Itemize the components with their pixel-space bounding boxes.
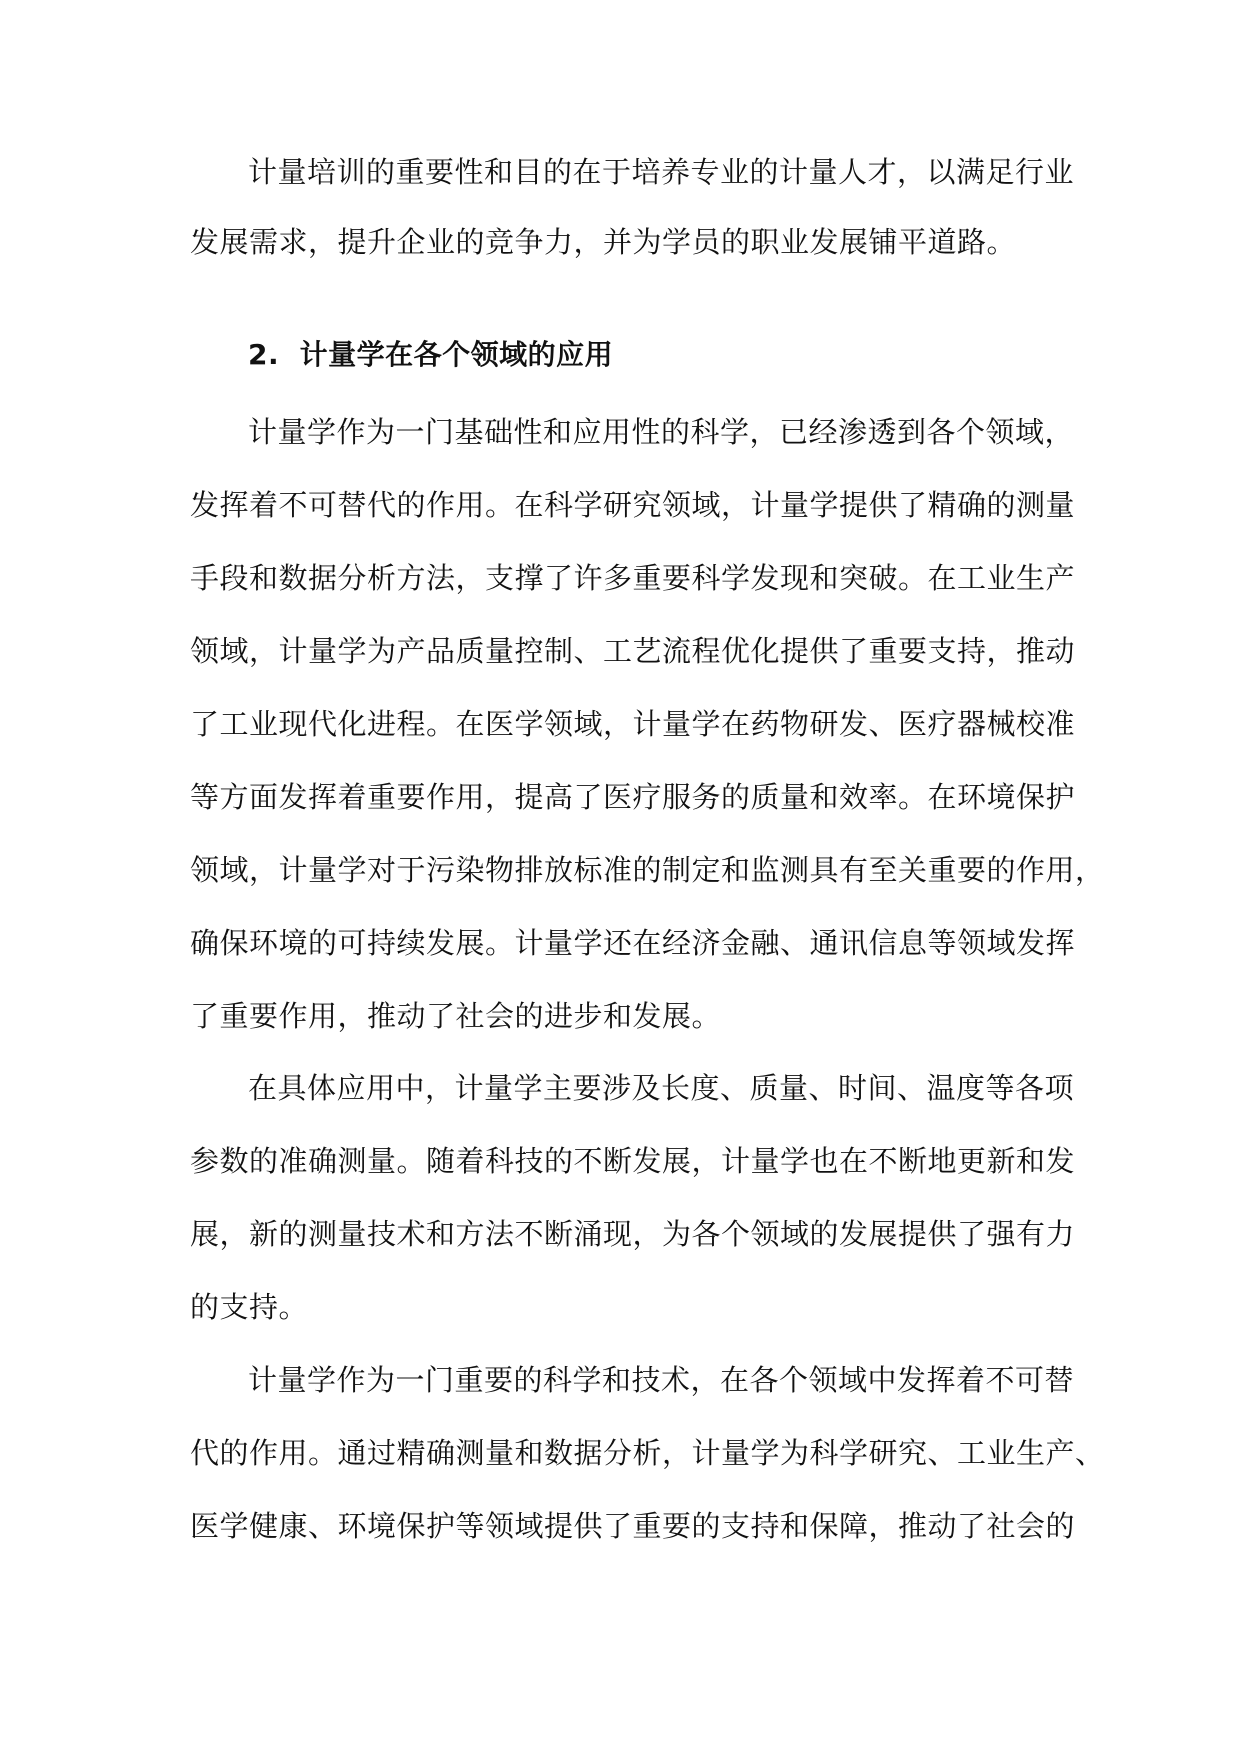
section-heading-number: 2. bbox=[248, 338, 280, 371]
paragraph-line: 了重要作用，推动了社会的进步和发展。 bbox=[190, 999, 722, 1033]
paragraph-line: 医学健康、环境保护等领域提供了重要的支持和保障，推动了社会的 bbox=[190, 1509, 1076, 1543]
paragraph-line: 发挥着不可替代的作用。在科学研究领域，计量学提供了精确的测量 bbox=[190, 488, 1076, 522]
paragraph-line: 计量学作为一门重要的科学和技术，在各个领域中发挥着不可替 bbox=[248, 1363, 1075, 1397]
paragraph-line: 的支持。 bbox=[190, 1290, 309, 1324]
paragraph-line: 领域，计量学对于污染物排放标准的制定和监测具有至关重要的作用， bbox=[190, 853, 1105, 887]
paragraph-line: 手段和数据分析方法，支撑了许多重要科学发现和突破。在工业生产 bbox=[190, 561, 1076, 595]
paragraph-line: 发展需求，提升企业的竞争力，并为学员的职业发展铺平道路。 bbox=[190, 225, 1017, 259]
paragraph-line: 代的作用。通过精确测量和数据分析，计量学为科学研究、工业生产、 bbox=[190, 1436, 1105, 1470]
paragraph-line: 领域，计量学为产品质量控制、工艺流程优化提供了重要支持，推动 bbox=[190, 634, 1076, 668]
section-heading bbox=[248, 335, 613, 375]
paragraph-line: 参数的准确测量。随着科技的不断发展，计量学也在不断地更新和发 bbox=[190, 1144, 1076, 1178]
paragraph-line: 计量培训的重要性和目的在于培养专业的计量人才，以满足行业 bbox=[248, 155, 1075, 189]
paragraph-line: 等方面发挥着重要作用，提高了医疗服务的质量和效率。在环境保护 bbox=[190, 780, 1076, 814]
paragraph-line: 计量学作为一门基础性和应用性的科学，已经渗透到各个领域， bbox=[248, 415, 1075, 449]
paragraph-line: 确保环境的可持续发展。计量学还在经济金融、通讯信息等领域发挥 bbox=[190, 926, 1076, 960]
section-heading-title: 计量学在各个领域的应用 bbox=[299, 338, 614, 371]
paragraph-line: 在具体应用中，计量学主要涉及长度、质量、时间、温度等各项 bbox=[248, 1071, 1075, 1105]
paragraph-line: 展，新的测量技术和方法不断涌现，为各个领域的发展提供了强有力 bbox=[190, 1217, 1076, 1251]
paragraph-line: 了工业现代化进程。在医学领域，计量学在药物研发、医疗器械校准 bbox=[190, 707, 1076, 741]
